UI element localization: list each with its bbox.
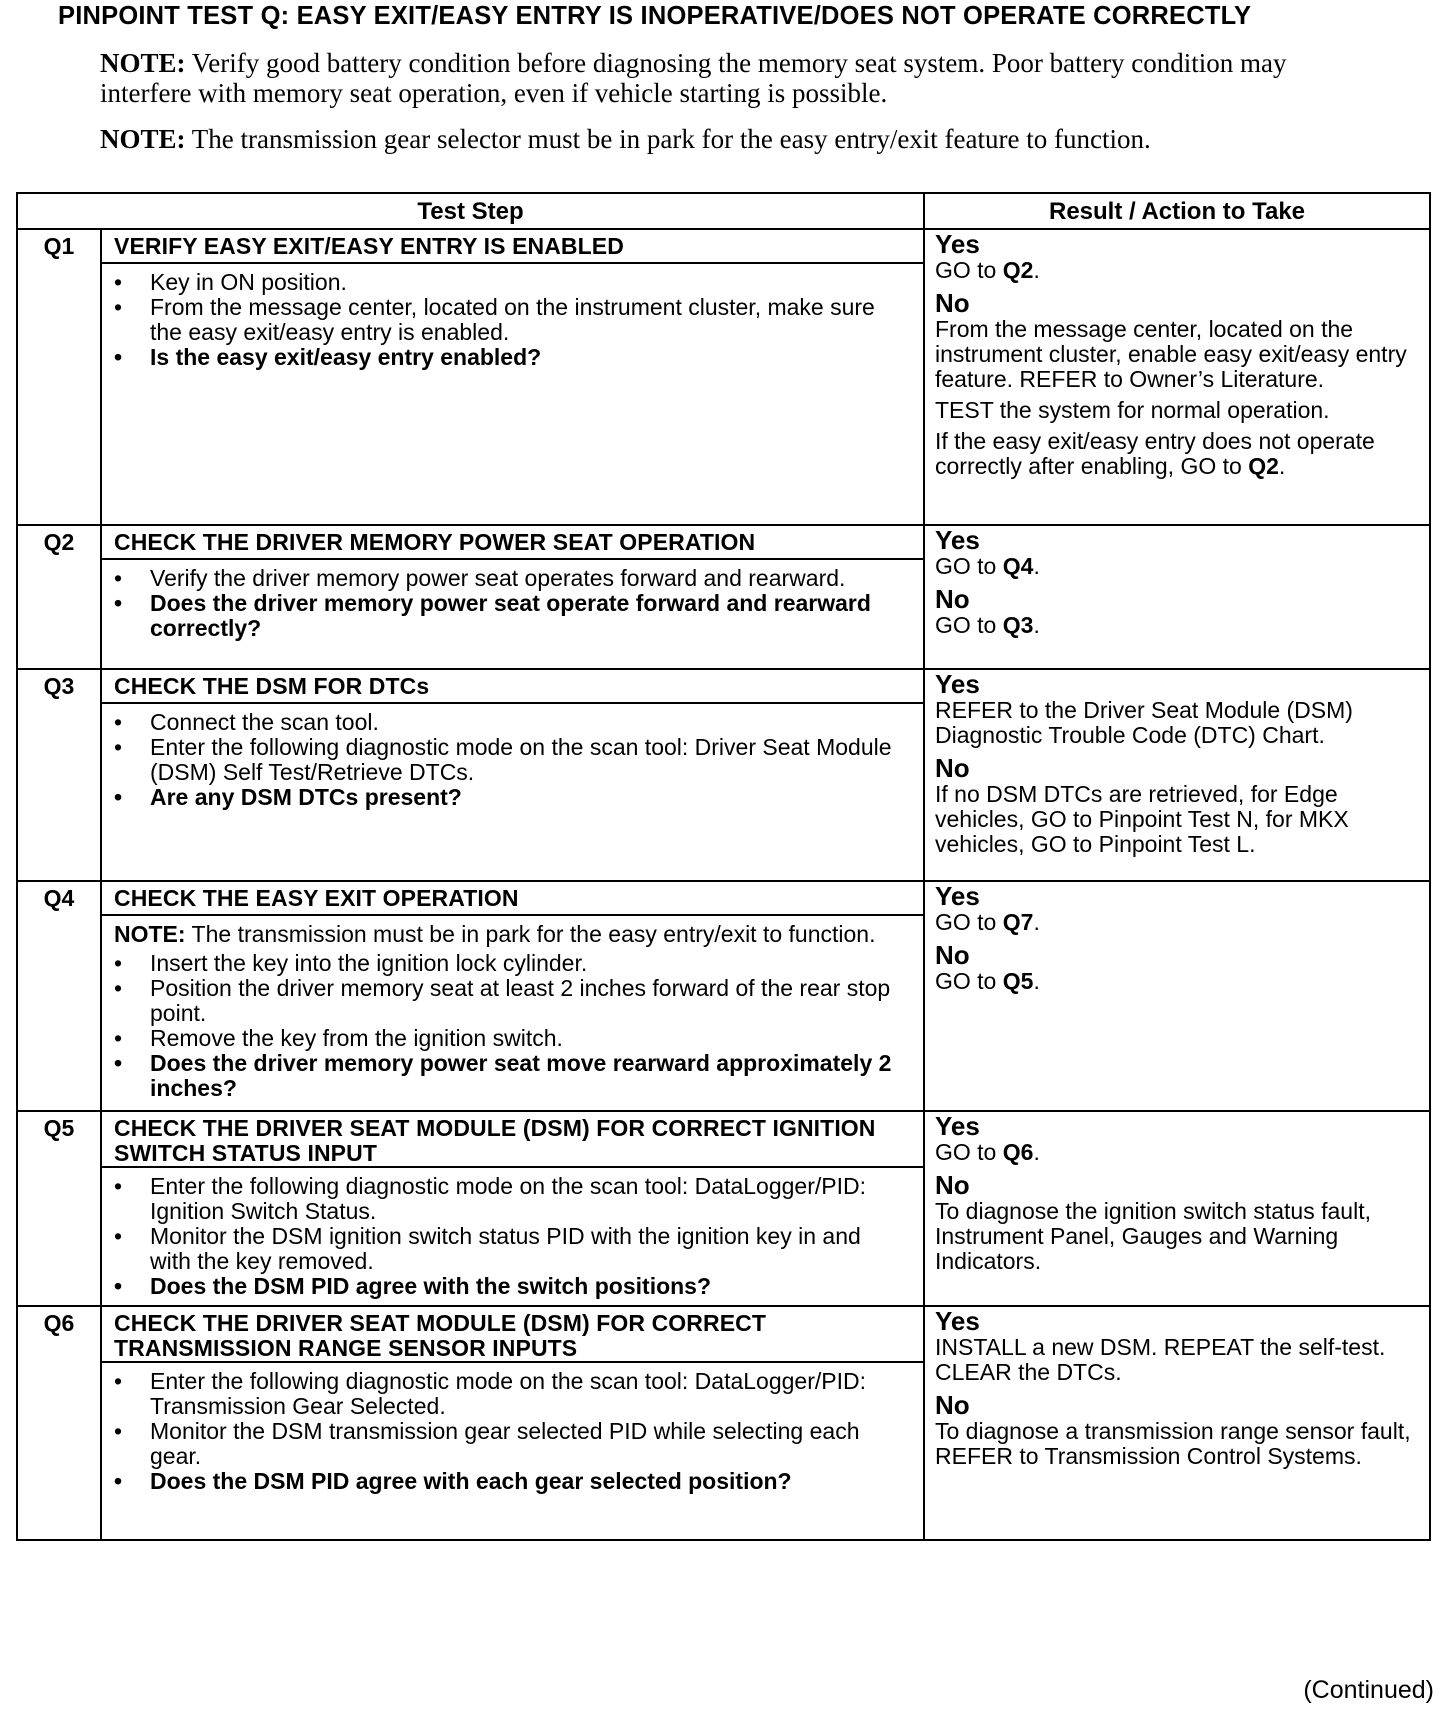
action-text: GO to — [935, 257, 1003, 283]
action-text: TEST the system for normal operation. — [935, 397, 1330, 423]
no-label: No — [935, 753, 970, 783]
action-text: GO to — [935, 909, 1003, 935]
action-text: If no DSM DTCs are retrieved, for Edge vehicles, GO to Pinpoint Test N, for MKX vehicles, GO to Pinpoint Test L. — [935, 781, 1349, 857]
no-action — [935, 613, 1423, 638]
action-text: INSTALL a new DSM. REPEAT the self-test. CLEAR the DTCs. — [935, 1334, 1386, 1385]
yes-action — [935, 258, 1423, 283]
step-instructions — [101, 1167, 924, 1306]
step-heading: VERIFY EASY EXIT/EASY ENTRY IS ENABLED — [101, 229, 924, 263]
no-label: No — [935, 1170, 970, 1200]
action-text: To diagnose the ignition switch status fault, Instrument Panel, Gauges and Warning Indicators. — [935, 1198, 1371, 1274]
no-action — [935, 782, 1423, 857]
step-item: • Monitor the DSM ignition switch status PID with the ignition key in and with the key removed. — [150, 1224, 907, 1274]
step-item: • Enter the following diagnostic mode on the scan tool: Driver Seat Module (DSM) Self Test/Retrieve DTCs. — [150, 735, 907, 785]
yes-action — [935, 698, 1423, 748]
step-instructions — [101, 1362, 924, 1540]
step-item: • Connect the scan tool. — [150, 710, 907, 735]
note-label: NOTE: — [100, 48, 186, 78]
step-id — [17, 1111, 101, 1306]
yes-label: Yes — [935, 229, 980, 259]
no-action — [935, 429, 1423, 479]
page-title: PINPOINT TEST Q: EASY EXIT/EASY ENTRY IS INOPERATIVE/DOES NOT OPERATE CORRECTLY — [58, 2, 1252, 30]
goto-step: Q2 — [1248, 453, 1279, 479]
action-suffix: . — [1033, 257, 1040, 283]
action-suffix: . — [1033, 553, 1040, 579]
action-text: GO to — [935, 968, 1003, 994]
step-id-label: Q3 — [43, 673, 75, 699]
yes-label: Yes — [935, 669, 980, 699]
action-text: GO to — [935, 553, 1003, 579]
step-heading: CHECK THE EASY EXIT OPERATION — [101, 881, 924, 915]
step-question: • Does the driver memory power seat operate forward and rearward correctly? — [150, 591, 907, 641]
step-id — [17, 669, 101, 881]
test-step-heading-row — [17, 881, 1430, 915]
yes-label: Yes — [935, 881, 980, 911]
result-action-cell — [924, 1111, 1430, 1306]
pinpoint-test-table — [16, 192, 1431, 1541]
step-item: • Position the driver memory seat at least 2 inches forward of the rear stop point. — [150, 976, 907, 1026]
step-list — [102, 1369, 907, 1494]
step-id — [17, 229, 101, 525]
yes-action — [935, 1335, 1423, 1385]
step-question: • Does the DSM PID agree with the switch positions? — [150, 1274, 907, 1299]
yes-label: Yes — [935, 1306, 980, 1336]
step-note — [102, 922, 907, 947]
note-text: The transmission gear selector must be in park for the easy entry/exit feature to function. — [191, 124, 1151, 154]
goto-step: Q4 — [1002, 553, 1034, 579]
goto-step: Q3 — [1002, 612, 1034, 638]
no-action — [935, 969, 1423, 994]
action-text: GO to — [935, 1139, 1003, 1165]
action-suffix: . — [1033, 1139, 1040, 1165]
step-id — [17, 525, 101, 669]
step-item: • Monitor the DSM transmission gear selected PID while selecting each gear. — [150, 1419, 907, 1469]
step-instructions — [101, 263, 924, 525]
goto-step: Q2 — [1002, 257, 1034, 283]
action-text: From the message center, located on the instrument cluster, enable easy exit/easy entry feature. REFER to Owner’s Literature. — [935, 316, 1407, 392]
step-item: • Enter the following diagnostic mode on the scan tool: DataLogger/PID: Transmission Gear Selected. — [150, 1369, 907, 1419]
note-label: NOTE: — [100, 124, 186, 154]
note-text: Verify good battery condition before diagnosing the memory seat system. Poor battery condition may interfere with memory seat operation, even if vehicle starting is possible. — [100, 48, 1287, 108]
step-heading: CHECK THE DRIVER SEAT MODULE (DSM) FOR CORRECT TRANSMISSION RANGE SENSOR INPUTS — [101, 1306, 924, 1362]
step-note-label: NOTE: — [114, 921, 186, 947]
step-heading: CHECK THE DSM FOR DTCs — [101, 669, 924, 703]
goto-step: Q7 — [1002, 909, 1034, 935]
step-item: • Verify the driver memory power seat operates forward and rearward. — [150, 566, 907, 591]
step-item: • Key in ON position. — [150, 270, 907, 295]
step-id-label: Q6 — [43, 1310, 75, 1336]
action-text: REFER to the Driver Seat Module (DSM) Diagnostic Trouble Code (DTC) Chart. — [935, 697, 1353, 748]
step-list — [102, 951, 907, 1101]
step-id-label: Q1 — [43, 233, 75, 259]
step-note-text: The transmission must be in park for the easy entry/exit to function. — [191, 921, 876, 947]
no-label: No — [935, 940, 970, 970]
action-suffix: . — [1033, 909, 1040, 935]
test-step-heading-row — [17, 525, 1430, 559]
test-step-heading-row — [17, 1306, 1430, 1362]
result-action-cell — [924, 525, 1430, 669]
step-id-label: Q5 — [43, 1115, 75, 1141]
step-id — [17, 1306, 101, 1540]
yes-label: Yes — [935, 525, 980, 555]
yes-action — [935, 1140, 1423, 1165]
no-label: No — [935, 1390, 970, 1420]
step-item: • Enter the following diagnostic mode on the scan tool: DataLogger/PID: Ignition Switch Status. — [150, 1174, 907, 1224]
note-gear-selector — [100, 124, 1340, 154]
step-item: • Remove the key from the ignition switch. — [150, 1026, 907, 1051]
step-item: • From the message center, located on the instrument cluster, make sure the easy exit/easy entry is enabled. — [150, 295, 907, 345]
yes-action — [935, 554, 1423, 579]
result-action-cell — [924, 669, 1430, 881]
step-id-label: Q2 — [43, 529, 75, 555]
action-suffix: . — [1278, 453, 1286, 479]
step-question: • Does the DSM PID agree with each gear selected position? — [150, 1469, 907, 1494]
step-heading: CHECK THE DRIVER MEMORY POWER SEAT OPERATION — [101, 525, 924, 559]
step-instructions — [101, 703, 924, 881]
no-action — [935, 398, 1423, 423]
step-id — [17, 881, 101, 1111]
step-question: • Are any DSM DTCs present? — [150, 785, 907, 810]
test-step-heading-row — [17, 1111, 1430, 1167]
step-item: • Insert the key into the ignition lock cylinder. — [150, 951, 907, 976]
result-action-cell — [924, 1306, 1430, 1540]
action-suffix: . — [1033, 968, 1040, 994]
step-list — [102, 566, 907, 641]
step-question: • Does the driver memory power seat move rearward approximately 2 inches? — [150, 1051, 907, 1101]
step-instructions — [101, 915, 924, 1111]
action-text: GO to — [935, 612, 1003, 638]
step-list — [102, 710, 907, 810]
step-list — [102, 1174, 907, 1299]
no-action — [935, 1199, 1423, 1274]
goto-step: Q6 — [1002, 1139, 1034, 1165]
step-question: • Is the easy exit/easy entry enabled? — [150, 345, 907, 370]
table-header-row — [17, 193, 1430, 229]
action-text: To diagnose a transmission range sensor fault, REFER to Transmission Control Systems. — [935, 1418, 1411, 1469]
test-step-heading-row — [17, 669, 1430, 703]
header-test-step: Test Step — [17, 193, 924, 229]
yes-action — [935, 910, 1423, 935]
no-label: No — [935, 584, 970, 614]
step-instructions — [101, 559, 924, 669]
continued-label: (Continued) — [1303, 1676, 1434, 1704]
yes-label: Yes — [935, 1111, 980, 1141]
no-label: No — [935, 288, 970, 318]
no-action — [935, 1419, 1423, 1469]
goto-step: Q5 — [1002, 968, 1034, 994]
result-action-cell — [924, 881, 1430, 1111]
test-step-heading-row — [17, 229, 1430, 263]
step-list — [102, 270, 907, 370]
action-text: If the easy exit/easy entry does not operate correctly after enabling, GO to — [935, 428, 1375, 479]
note-battery — [100, 48, 1340, 108]
header-result-action: Result / Action to Take — [924, 193, 1430, 229]
step-id-label: Q4 — [43, 885, 75, 911]
result-action-cell — [924, 229, 1430, 525]
step-heading: CHECK THE DRIVER SEAT MODULE (DSM) FOR CORRECT IGNITION SWITCH STATUS INPUT — [101, 1111, 924, 1167]
no-action — [935, 317, 1423, 392]
action-suffix: . — [1033, 612, 1040, 638]
